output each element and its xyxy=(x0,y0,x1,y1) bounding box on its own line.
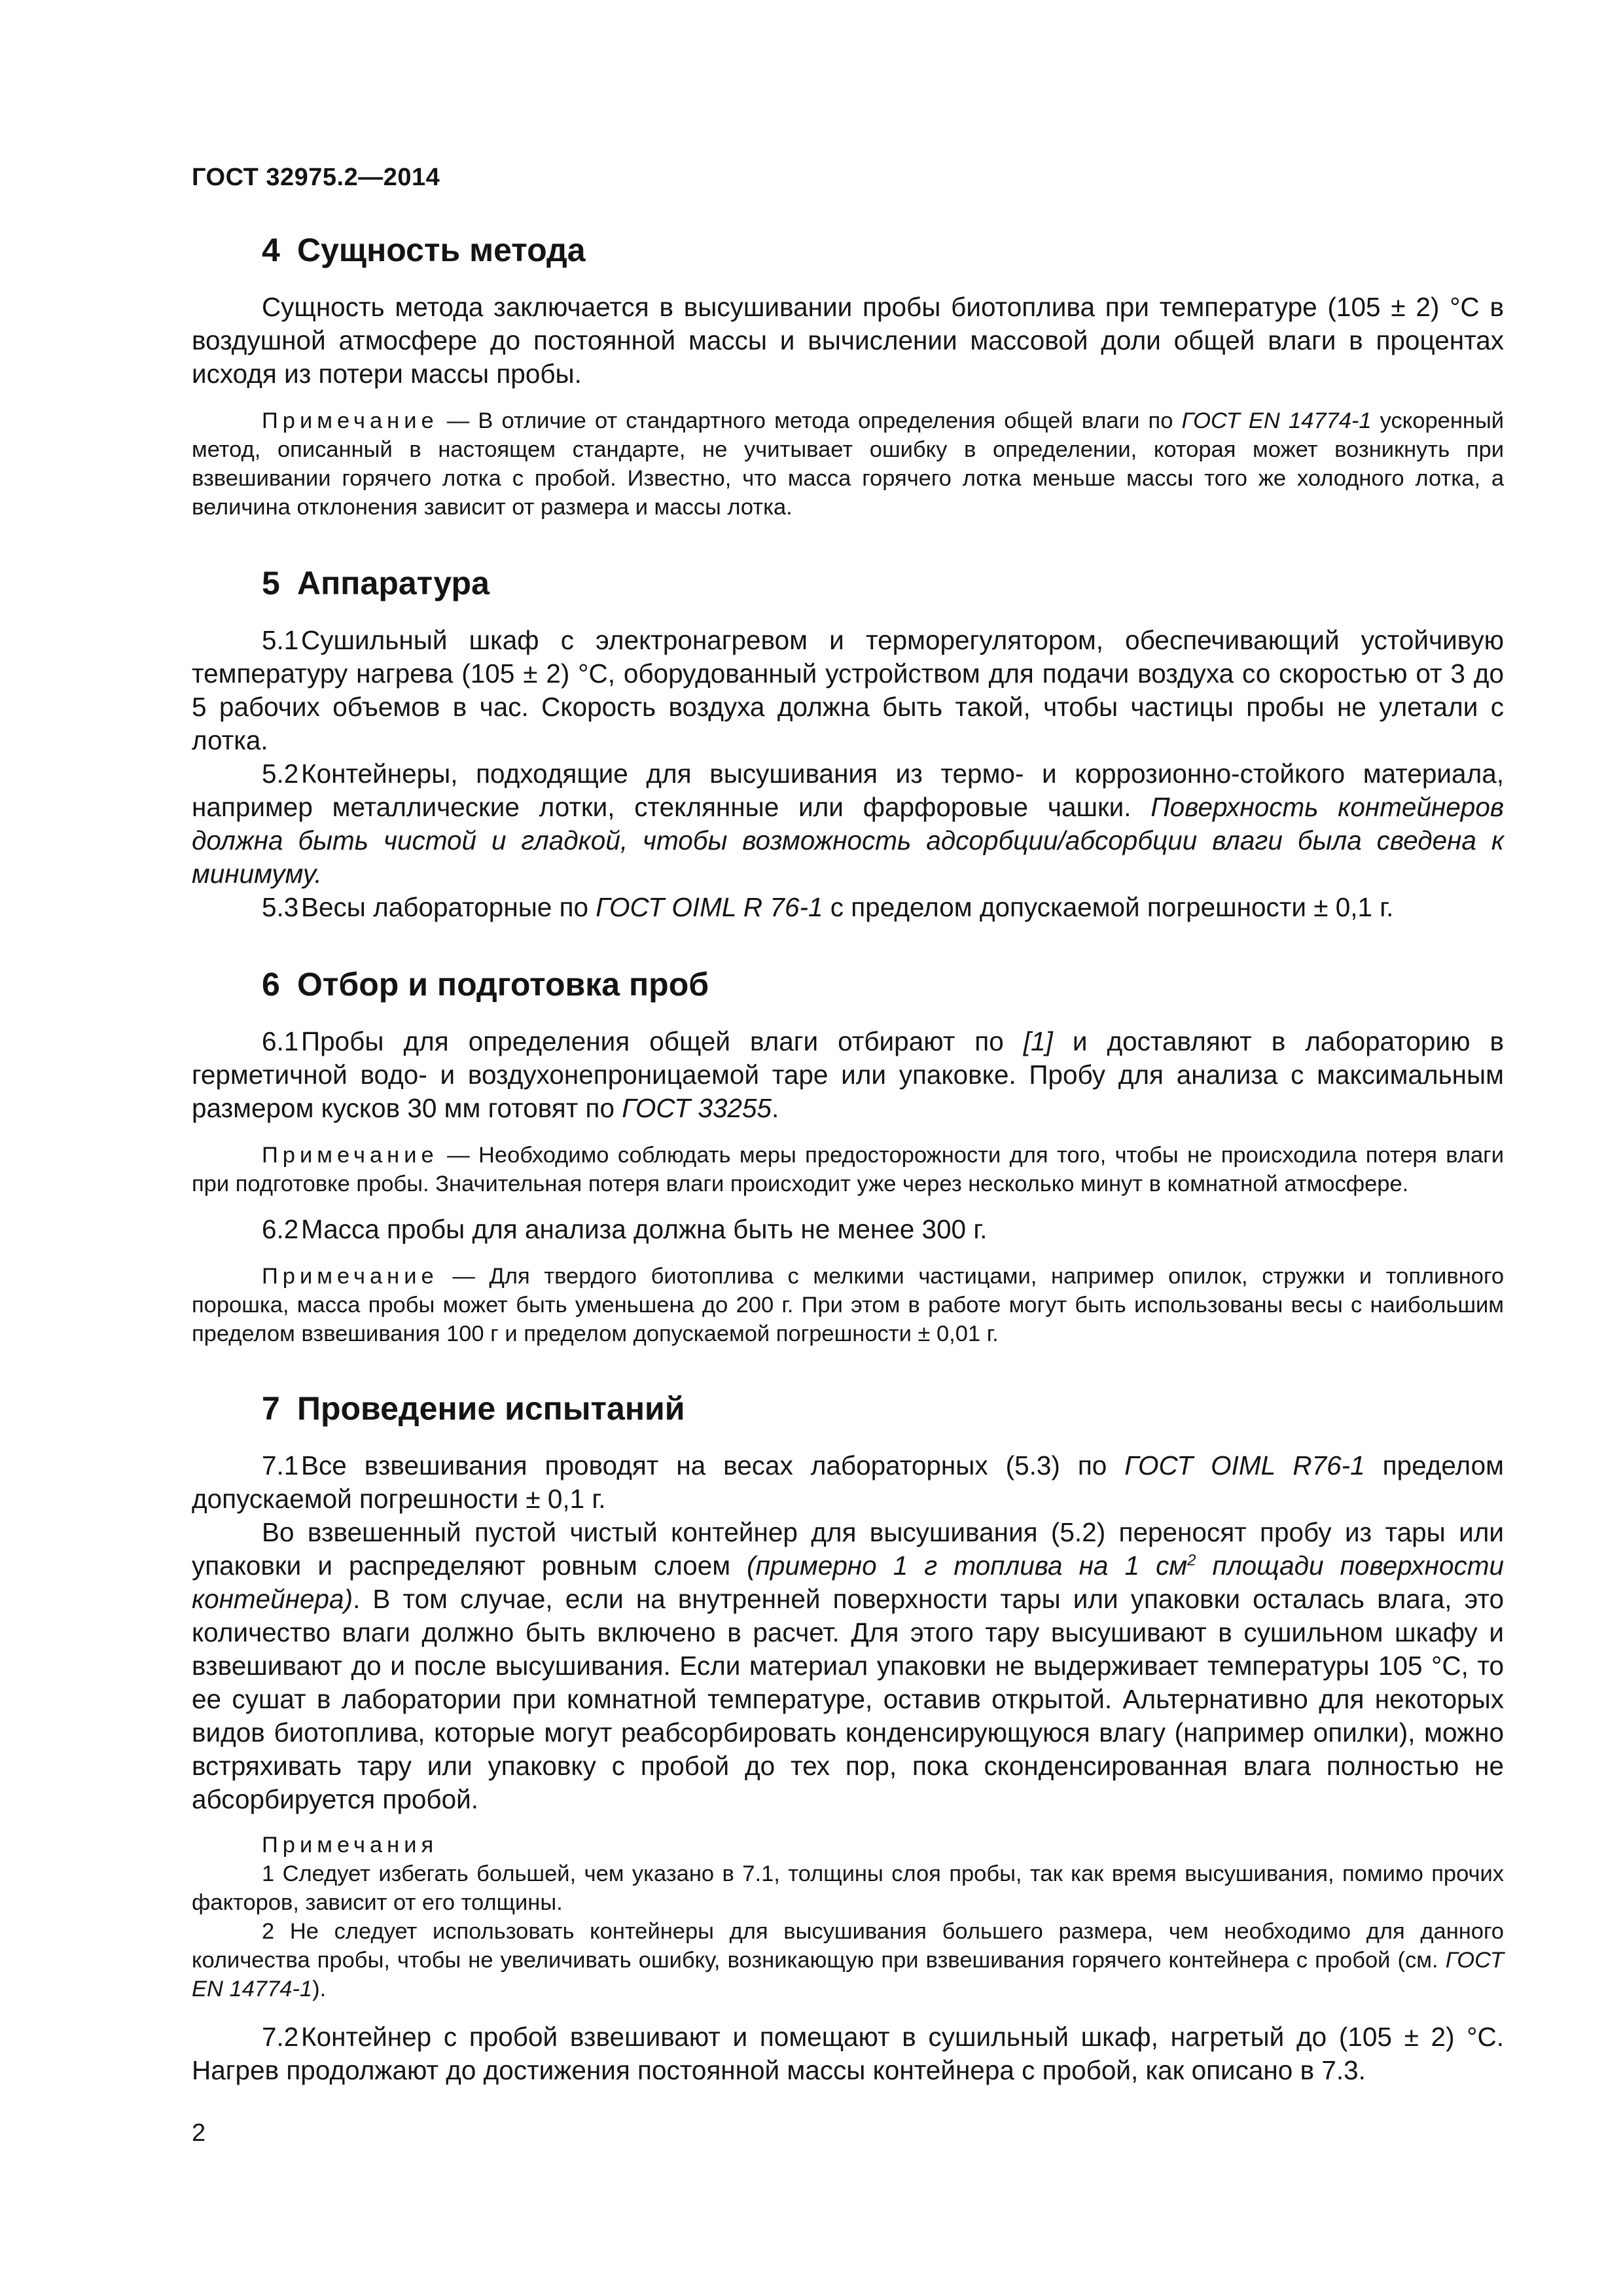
clause-number: 5.1 xyxy=(262,625,299,655)
standard-reference: ГОСТ OIML R76-1 xyxy=(1124,1450,1365,1480)
note: Примечание — Для твердого биотоплива с мелкими частицами, например опилок, стружки и топливного порошка, масса пробы может быть уменьшена до 200 г. При этом в работе могут быть использованы весы с наибольшим пределом взвешивания 100 г и пределом допускаемой погрешности ± 0,01 г. xyxy=(192,1264,1505,1346)
section-title: Аппаратура xyxy=(297,565,490,601)
section-4-heading xyxy=(192,229,1504,271)
clause-number: 7.1 xyxy=(262,1450,299,1480)
clause-number: 7.2 xyxy=(262,2022,299,2052)
italic-text: Поверхность контейнеров должна быть чистой и гладкой, чтобы возможность адсорбции/абсорбции влаги была сведена к минимуму. xyxy=(192,792,1504,889)
clause-number: 6.2 xyxy=(262,1214,299,1244)
clause-7-1: 7.1Все взвешивания проводят на весах лабораторных (5.3) по ГОСТ OIML R76-1 пределом допускаемой погрешности ± 0,1 г. xyxy=(192,1450,1504,1514)
note-label: Примечание xyxy=(262,1264,438,1289)
section-title: Проведение испытаний xyxy=(297,1390,685,1427)
paragraph: Сущность метода заключается в высушивании пробы биотоплива при температуре (105 ± 2) °С в воздушной атмосфере до постоянной массы и вычислении массовой доли общей влаги в процентах исходя из потери массы пробы. xyxy=(192,292,1504,389)
clause-5-2: 5.2Контейнеры, подходящие для высушивания из термо- и коррозионно-стойкого материала, например металлические лотки, стеклянные или фарфоровые чашки. Поверхность контейнеров должна быть чистой и гладкой, чтобы возможность адсорбции/абсорбции влаги была сведена к минимуму. xyxy=(192,759,1504,889)
clause-6-2: 6.2Масса пробы для анализа должна быть не менее 300 г. xyxy=(192,1213,1504,1246)
section-title: Отбор и подготовка проб xyxy=(297,966,709,1003)
note-label: Примечание xyxy=(262,1143,438,1168)
clause-number: 5.3 xyxy=(262,892,299,922)
standard-reference: ГОСТ OIML R 76-1 xyxy=(596,892,823,922)
clause-6-1: 6.1Пробы для определения общей влаги отбирают по [1] и доставляют в лабораторию в герметичной водо- и воздухонепроницаемой таре или упаковке. Пробу для анализа с максимальным размером кусков 30 мм готовят по ГОСТ 33255. xyxy=(192,1026,1504,1123)
paragraph: Во взвешенный пустой чистый контейнер для высушивания (5.2) переносят пробу из тары или упаковки и распределяют ровным слоем (примерно 1 г топлива на 1 $см^2$ площади поверхности контейнера). В том случае, если на внутренней поверхности тары или упаковки осталась влага, это количество влаги должно быть включено в расчет. Для этого тару высушивают в сушильном шкафу и взвешивают до и после высушивания. Если материал упаковки не выдерживает температуры 105 °С, то ее сушат в лаборатории при комнатной температуре, оставив открытой. Альтернативно для некоторых видов биотоплива, которые могут реабсорбировать конденсирующуюся влагу (например опилки), можно встряхивать тару или упаковку с пробой до тех пор, пока сконденсированная влага полностью не абсорбируется пробой. xyxy=(192,1517,1504,1814)
page-number: 2 xyxy=(192,2119,206,2147)
note: Примечание — В отличие от стандартного метода определения общей влаги по ГОСТ EN 14774-1 ускоренный метод, описанный в настоящем стандарте, не учитывает ошибку в определении, которая может возникнуть при взвешивании горячего лотка с пробой. Известно, что масса горячего лотка меньше массы того же холодного лотка, а величина отклонения зависит от размера и массы лотка. xyxy=(192,408,1505,520)
clause-7-2: 7.2Контейнер с пробой взвешивают и помещают в сушильный шкаф, нагретый до (105 ± 2) °С. Нагрев продолжают до достижения постоянной массы контейнера с пробой, как описано в 7.3. xyxy=(192,2022,1504,2085)
clause-number: 6.1 xyxy=(262,1026,299,1056)
notes-item: 1 Следует избегать большей, чем указано в 7.1, толщины слоя пробы, так как время высушивания, помимо прочих факторов, зависит от его толщины. xyxy=(192,1861,1504,1915)
section-title: Сущность метода xyxy=(297,232,586,268)
bibliography-reference: [1] xyxy=(1023,1026,1053,1056)
section-number: 7 xyxy=(262,1390,280,1427)
superscript: 2 xyxy=(1187,1551,1196,1570)
section-number: 4 xyxy=(262,232,280,268)
italic-text: (примерно 1 г топлива на 1 $см^2$ площади поверхности контейнера) xyxy=(192,1551,1504,1614)
section-number: 5 xyxy=(262,565,280,601)
clause-number: 5.2 xyxy=(262,759,299,789)
section-6-heading xyxy=(192,963,1504,1005)
section-7-heading xyxy=(192,1388,1504,1429)
section-5-heading xyxy=(192,562,1504,604)
standard-reference: ГОСТ EN 14774-1 xyxy=(192,1948,1504,2001)
notes-title: Примечания xyxy=(262,1833,438,1857)
document-code: ГОСТ 32975.2—2014 xyxy=(192,164,440,191)
document-body xyxy=(192,223,1504,2087)
clause-5-1: 5.1Сушильный шкаф с электронагревом и терморегулятором, обеспечивающий устойчивую температуру нагрева (105 ± 2) °С, оборудованный устройством для подачи воздуха со скоростью от 3 до 5 рабочих объемов в час. Скорость воздуха должна быть такой, чтобы частицы пробы не улетали с лотка. xyxy=(192,625,1504,755)
section-number: 6 xyxy=(262,966,280,1003)
notes-item: 2 Не следует использовать контейнеры для высушивания большего размера, чем необходимо для данного количества пробы, чтобы не увеличивать ошибку, возникающую при взвешивания горячего контейнера с пробой (см. ГОСТ EN 14774-1). xyxy=(192,1919,1504,2001)
standard-reference: ГОСТ EN 14774-1 xyxy=(1181,408,1372,433)
note-label: Примечание xyxy=(262,408,438,433)
note: Примечание — Необходимо соблюдать меры предосторожности для того, чтобы не происходила потеря влаги при подготовке пробы. Значительная потеря влаги происходит уже через несколько минут в комнатной атмосфере. xyxy=(192,1143,1504,1196)
standard-reference: ГОСТ 33255 xyxy=(622,1093,772,1123)
clause-5-3: 5.3Весы лабораторные по ГОСТ OIML R 76-1 с пределом допускаемой погрешности ± 0,1 г. xyxy=(192,891,1504,924)
